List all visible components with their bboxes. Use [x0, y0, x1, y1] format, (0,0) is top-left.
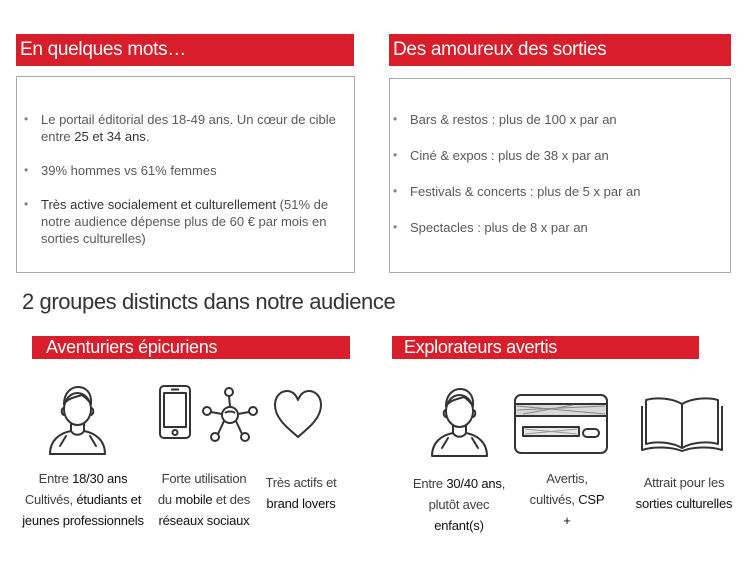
caption-mobile-usage: Forte utilisation du mobile et des réseaux sociaux	[157, 471, 251, 528]
person-icon	[46, 384, 108, 456]
caption-cultural-outings: Attrait pour les sorties culturelles	[635, 475, 733, 511]
left-panel-title: En quelques mots…	[16, 34, 354, 66]
caption-age-young: Entre 18/30 ans Cultivés, étudiants et jeunes professionnels	[22, 471, 144, 528]
left-panel-item: • Le portail éditorial des 18-49 ans. Un cœur de cible entre 25 et 34 ans.	[21, 111, 340, 145]
open-book-icon	[640, 394, 724, 452]
smartphone-icon	[158, 384, 192, 440]
right-panel-item: • Bars & restos : plus de 100 x par an	[390, 111, 720, 128]
credit-card-icon	[513, 393, 609, 455]
right-panel-item: • Ciné & expos : plus de 38 x par an	[390, 147, 720, 164]
caption-csp: Avertis, cultivés, CSP +	[529, 471, 605, 528]
heart-icon	[271, 387, 325, 441]
network-icon	[200, 386, 260, 444]
caption-age-older: Entre 30/40 ans, plutôt avec enfant(s)	[412, 476, 506, 533]
right-panel-title: Des amoureux des sorties	[389, 34, 731, 66]
group-left-title: Aventuriers épicuriens	[32, 336, 350, 359]
left-panel-item: • Très active socialement et culturellement (51% de notre audience dépense plus de 60 € par mois en sorties culturelles)	[21, 196, 340, 247]
left-panel-box	[16, 76, 355, 273]
right-panel-item: • Spectacles : plus de 8 x par an	[390, 219, 720, 236]
group-right-title: Explorateurs avertis	[392, 336, 699, 359]
caption-brand-lovers: Très actifs et brand lovers	[265, 475, 337, 511]
right-panel-box	[389, 78, 731, 273]
person-icon	[428, 386, 490, 458]
left-panel-item: • 39% hommes vs 61% femmes	[21, 162, 340, 179]
right-panel-item: • Festivals & concerts : plus de 5 x par an	[390, 183, 720, 200]
section-title: 2 groupes distincts dans notre audience	[22, 289, 396, 314]
